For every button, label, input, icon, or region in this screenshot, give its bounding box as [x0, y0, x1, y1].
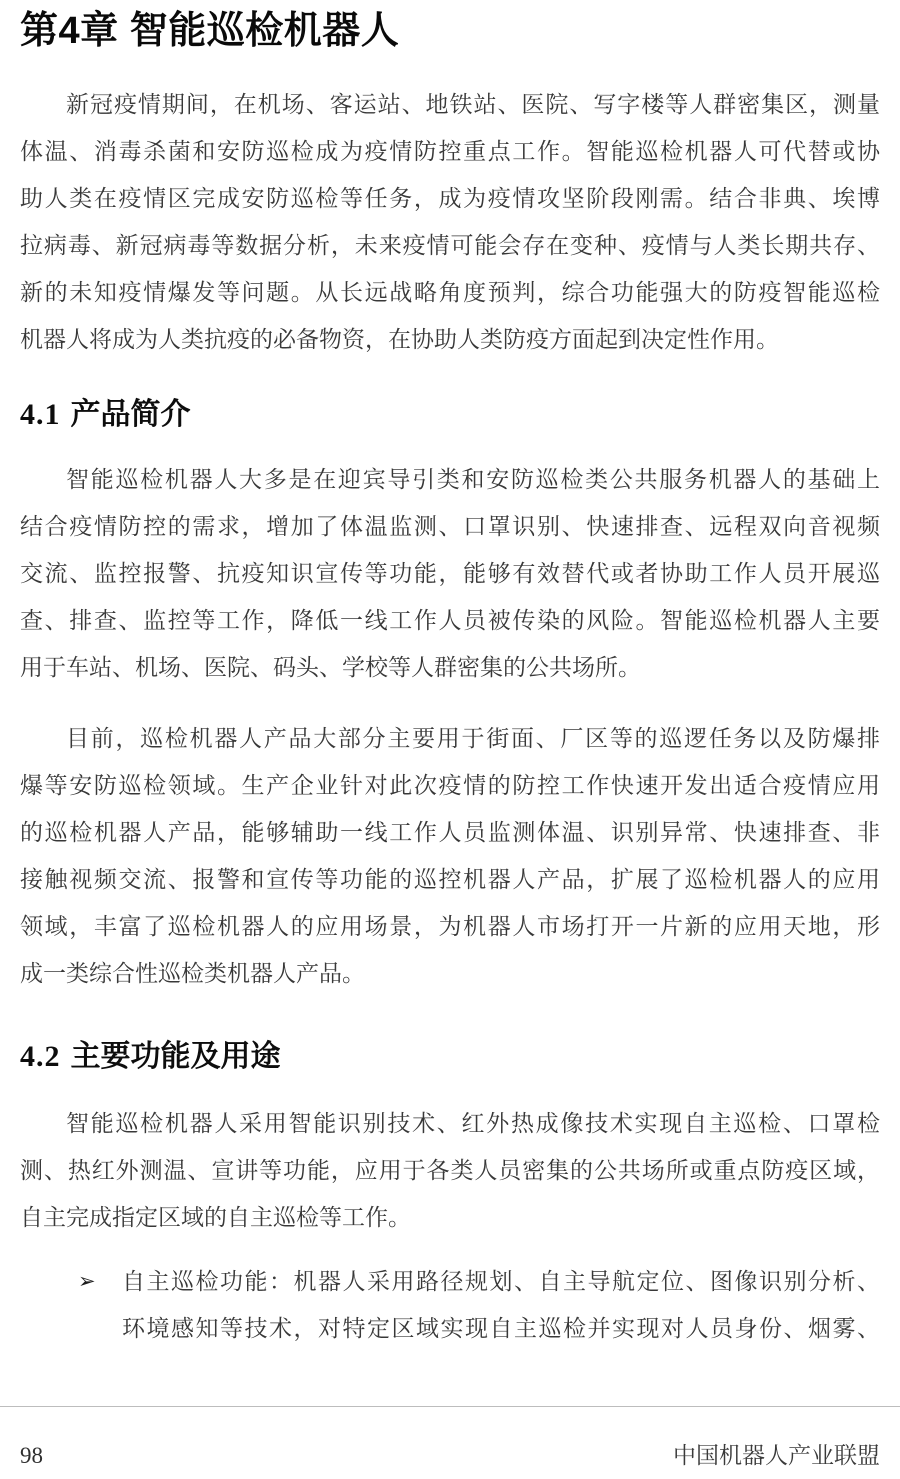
- footer-divider: [0, 1406, 900, 1407]
- paragraph: [20, 1100, 880, 1241]
- paragraph-line: 结合疫情防控的需求，增加了体温监测、口罩识别、快速排查、远程双向音视频: [20, 514, 880, 539]
- paragraph: [20, 715, 880, 997]
- chapter-title: 第4章 智能巡检机器人: [20, 10, 400, 52]
- paragraph-line: 拉病毒、新冠病毒等数据分析，未来疫情可能会存在变种、疫情与人类长期共存、: [20, 233, 880, 258]
- paragraph-line: 智能巡检机器人采用智能识别技术、红外热成像技术实现自主巡检、口罩检: [66, 1111, 880, 1136]
- paragraph-line: 助人类在疫情区完成安防巡检等任务，成为疫情攻坚阶段刚需。结合非典、埃博: [20, 186, 880, 211]
- document-page: [0, 9, 900, 1479]
- section-number: 4.2: [20, 1040, 61, 1073]
- page-footer: [20, 1441, 880, 1471]
- paragraph-line: 体温、消毒杀菌和安防巡检成为疫情防控重点工作。智能巡检机器人可代替或协: [20, 139, 880, 164]
- paragraph-line: 交流、监控报警、抗疫知识宣传等功能，能够有效替代或者协助工作人员开展巡: [20, 561, 880, 586]
- paragraph-line: 目前，巡检机器人产品大部分主要用于街面、厂区等的巡逻任务以及防爆排: [66, 726, 880, 751]
- bullet-arrow-icon: ➢: [78, 1269, 96, 1293]
- paragraph-line: 自主巡检功能：机器人采用路径规划、自主导航定位、图像识别分析、: [122, 1269, 880, 1294]
- paragraph-line: 查、排查、监控等工作，降低一线工作人员被传染的风险。智能巡检机器人主要: [20, 608, 880, 633]
- section-label: 主要功能及用途: [70, 1040, 281, 1073]
- paragraph-line: 领域，丰富了巡检机器人的应用场景，为机器人市场打开一片新的应用天地，形: [20, 914, 880, 939]
- page-content: [0, 9, 900, 1352]
- paragraph-line: 的巡检机器人产品，能够辅助一线工作人员监测体温、识别异常、快速排查、非: [20, 820, 880, 845]
- paragraph-line: 用于车站、机场、医院、码头、学校等人群密集的公共场所。: [20, 655, 641, 680]
- section-label: 产品简介: [70, 398, 191, 431]
- section-heading: [20, 1038, 880, 1076]
- paragraph-line: 智能巡检机器人大多是在迎宾导引类和安防巡检类公共服务机器人的基础上: [66, 467, 880, 492]
- paragraph-line: 新冠疫情期间，在机场、客运站、地铁站、医院、写字楼等人群密集区，测量: [66, 92, 880, 117]
- paragraph-line: 接触视频交流、报警和宣传等功能的巡控机器人产品，扩展了巡检机器人的应用: [20, 867, 880, 892]
- paragraph-line: 爆等安防巡检领域。生产企业针对此次疫情的防控工作快速开发出适合疫情应用: [20, 773, 880, 798]
- paragraph-line: 成一类综合性巡检类机器人产品。: [20, 961, 365, 986]
- document-body: [20, 81, 880, 1352]
- paragraph-line: 机器人将成为人类抗疫的必备物资，在协助人类防疫方面起到决定性作用。: [20, 327, 779, 352]
- paragraph: [20, 456, 880, 691]
- paragraph: [20, 81, 880, 363]
- section-heading: [20, 396, 880, 434]
- page-number: 98: [20, 1443, 43, 1468]
- paragraph-line: 新的未知疫情爆发等问题。从长远战略角度预判，综合功能强大的防疫智能巡检: [20, 280, 880, 305]
- paragraph-line: 测、热红外测温、宣讲等功能，应用于各类人员密集的公共场所或重点防疫区域，: [20, 1158, 880, 1183]
- paragraph-line: 环境感知等技术，对特定区域实现自主巡检并实现对人员身份、烟雾、: [122, 1316, 880, 1341]
- footer-organization: 中国机器人产业联盟: [673, 1443, 880, 1468]
- bullet-text: [122, 1258, 880, 1352]
- section-number: 4.1: [20, 398, 61, 431]
- bullet-item: [20, 1258, 880, 1352]
- paragraph-line: 自主完成指定区域的自主巡检等工作。: [20, 1205, 411, 1230]
